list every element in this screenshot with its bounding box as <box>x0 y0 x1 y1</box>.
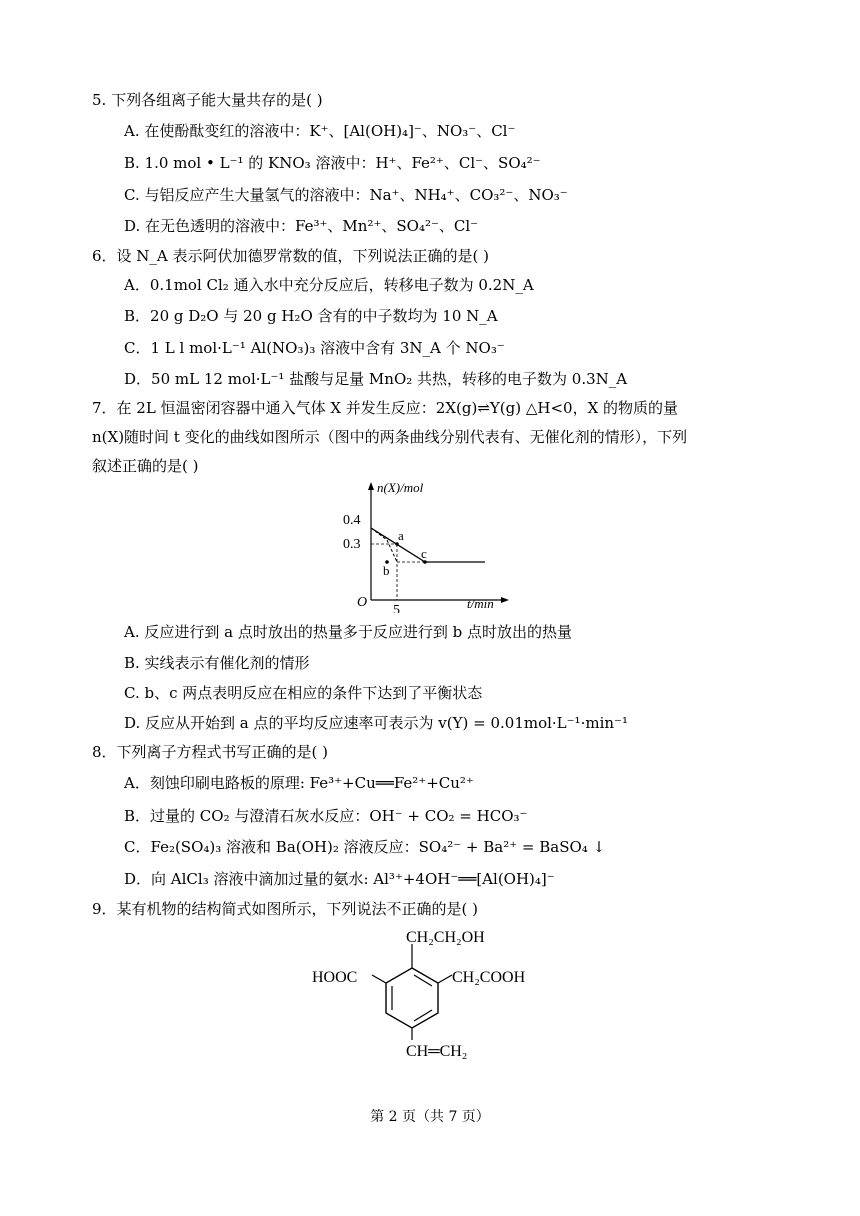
q7-reaction-graph <box>335 478 525 613</box>
double-bond-1 <box>414 975 432 986</box>
q8-option-b: B．过量的 CO₂ 与澄清石灰水反应：OH⁻ + CO₂ = HCO₃⁻ <box>124 807 528 825</box>
q7-option-d: D. 反应从开始到 a 点的平均反应速率可表示为 v(Y) = 0.01mol·L⁻¹·min⁻¹ <box>124 714 628 732</box>
q9-stem: 9．某有机物的结构简式如图所示，下列说法不正确的是( ) <box>92 900 479 918</box>
q6-option-a: A．0.1mol Cl₂ 通入水中充分反应后，转移电子数为 0.2N_A <box>124 276 534 294</box>
group-right: CH₂COOH <box>452 969 526 986</box>
q6-option-d: D．50 mL 12 mol·L⁻¹ 盐酸与足量 MnO₂ 共热，转移的电子数为 0.3N_A <box>124 370 628 388</box>
q7-stem-line3: 叙述正确的是( ) <box>92 457 199 475</box>
q5-option-a: A. 在使酚酞变红的溶液中：K⁺、[Al(OH)₄]⁻、NO₃⁻、Cl⁻ <box>124 122 516 140</box>
y-tick-0.3: 0.3 <box>343 537 361 552</box>
label-c: c <box>421 546 427 561</box>
origin-label: O <box>357 595 368 610</box>
q5-option-d: D. 在无色透明的溶液中：Fe³⁺、Mn²⁺、SO₄²⁻、Cl⁻ <box>124 217 479 235</box>
q5-option-b: B. 1.0 mol • L⁻¹ 的 KNO₃ 溶液中：H⁺、Fe²⁺、Cl⁻、SO₄²⁻ <box>124 154 541 172</box>
q8-option-d: D．向 AlCl₃ 溶液中滴加过量的氨水: Al³⁺+4OH⁻══[Al(OH)₄]⁻ <box>124 870 555 888</box>
q7-stem-line1: 7．在 2L 恒温密闭容器中通入气体 X 并发生反应：2X(g)⇌Y(g) △H<0，X 的物质的量 <box>92 399 679 417</box>
page-footer: 第 2 页（共 7 页） <box>370 1109 490 1125</box>
q5-option-c: C. 与铝反应产生大量氢气的溶液中：Na⁺、NH₄⁺、CO₃²⁻、NO₃⁻ <box>124 186 568 204</box>
dashed-curve <box>371 528 397 562</box>
x-axis-arrow <box>501 597 509 603</box>
label-b: b <box>383 563 390 578</box>
label-a: a <box>398 528 404 543</box>
q7-option-c: C. b、c 两点表明反应在相应的条件下达到了平衡状态 <box>124 684 483 702</box>
q9-structure-diagram <box>310 920 560 1060</box>
x-axis-label: t/min <box>467 596 494 611</box>
q7-option-a: A. 反应进行到 a 点时放出的热量多于反应进行到 b 点时放出的热量 <box>124 623 572 641</box>
q7-stem-line2: n(X)随时间 t 变化的曲线如图所示（图中的两条曲线分别代表有、无催化剂的情形），下列 <box>92 428 688 446</box>
y-axis-arrow <box>368 482 374 490</box>
double-bond-2 <box>414 1010 432 1021</box>
benzene-ring <box>386 968 438 1028</box>
q6-option-c: C．1 L l mol·L⁻¹ Al(NO₃)₃ 溶液中含有 3N_A 个 NO₃⁻ <box>124 339 505 357</box>
y-tick-0.4: 0.4 <box>343 513 361 528</box>
bond-right <box>438 975 452 983</box>
x-tick-5: 5 <box>393 603 400 613</box>
q8-stem: 8．下列离子方程式书写正确的是( ) <box>92 743 329 761</box>
group-bottom: CH═CH₂ <box>406 1043 468 1060</box>
bond-left <box>372 975 386 983</box>
q7-option-b: B. 实线表示有催化剂的情形 <box>124 654 310 672</box>
solid-curve <box>371 528 485 562</box>
q8-option-c: C．Fe₂(SO₄)₃ 溶液和 Ba(OH)₂ 溶液反应：SO₄²⁻ + Ba²⁺ = BaSO₄ ↓ <box>124 838 606 856</box>
q6-option-b: B．20 g D₂O 与 20 g H₂O 含有的中子数均为 10 N_A <box>124 307 498 325</box>
q8-option-a: A．刻蚀印刷电路板的原理: Fe³⁺+Cu══Fe²⁺+Cu²⁺ <box>124 774 474 792</box>
y-axis-label: n(X)/mol <box>377 480 424 495</box>
group-top: CH₂CH₂OH <box>406 929 485 946</box>
q6-stem: 6．设 N_A 表示阿伏加德罗常数的值，下列说法正确的是( ) <box>92 247 490 265</box>
q5-stem: 5. 下列各组离子能大量共存的是( ) <box>92 91 323 109</box>
group-left: HOOC <box>312 969 358 986</box>
